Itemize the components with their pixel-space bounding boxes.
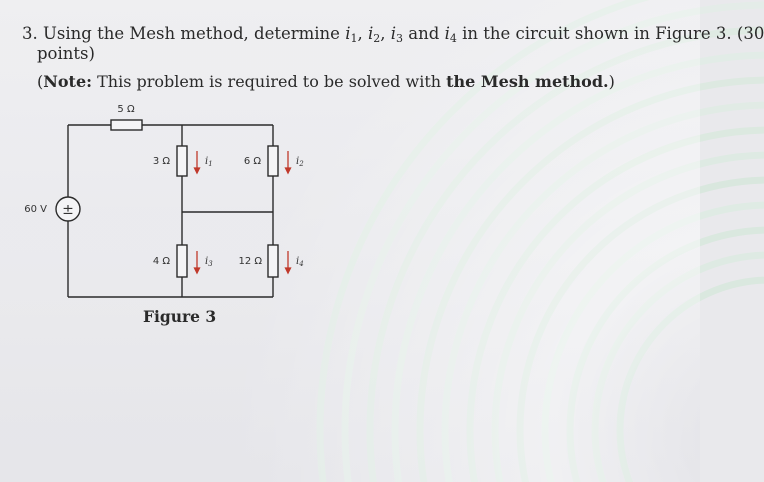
resistor-5ohm: [111, 120, 142, 130]
note-body: This problem is required to be solved with: [97, 72, 442, 91]
resistor-3ohm-label: 3 Ω: [152, 156, 170, 167]
resistor-3ohm: [177, 146, 187, 176]
var-i4-sub: 4: [449, 32, 457, 45]
resistor-4ohm: [177, 245, 187, 277]
current-arrowhead-i4: [286, 268, 291, 273]
var-i4: i: [444, 24, 450, 43]
question-text-end: in the circuit shown in Figure 3. (30: [462, 24, 764, 43]
var-i3: i: [390, 24, 397, 43]
current-arrowhead-i1: [195, 168, 200, 173]
resistor-6ohm: [268, 146, 278, 176]
note-label: Note:: [43, 72, 93, 91]
var-i3-sub: 3: [396, 32, 404, 45]
var-i2: i: [367, 24, 374, 43]
figure-caption: Figure 3: [143, 307, 217, 326]
voltage-source-symbol: ±: [62, 202, 74, 218]
current-label-i2: $i_2$: [296, 156, 304, 168]
question-text-start: Using the Mesh method, determine: [43, 24, 340, 43]
resistor-12ohm-label: 12 Ω: [238, 256, 262, 267]
resistor-4ohm-label: 4 Ω: [152, 256, 170, 267]
question-text-line1: 3. Using the Mesh method, determine $i_1$, $i_2$, $i_3$ and $i_4$ in the circuit shown in Figure 3. (30: [22, 24, 764, 45]
question-text-line2: points): [37, 44, 95, 63]
current-label-i4: $i_4$: [296, 256, 304, 268]
var-i1: i: [345, 24, 351, 43]
resistor-6ohm-label: 6 Ω: [243, 156, 261, 167]
question-conj: and: [408, 24, 440, 43]
current-arrowhead-i3: [195, 268, 200, 273]
note-close-paren: ): [608, 72, 615, 91]
var-i2-sub: 2: [373, 32, 381, 45]
current-arrowhead-i2: [286, 168, 291, 173]
note-open-paren: (: [37, 72, 44, 91]
voltage-source-label: 60 V: [24, 204, 47, 215]
resistor-5ohm-label: 5 Ω: [117, 104, 135, 115]
current-label-i1: $i_1$: [205, 156, 213, 168]
var-i1-sub: 1: [350, 32, 358, 45]
current-label-i3: $i_3$: [205, 256, 213, 268]
question-number: 3.: [22, 24, 38, 43]
note-emphasis: the Mesh method.: [446, 72, 609, 91]
resistor-12ohm: [268, 245, 278, 277]
